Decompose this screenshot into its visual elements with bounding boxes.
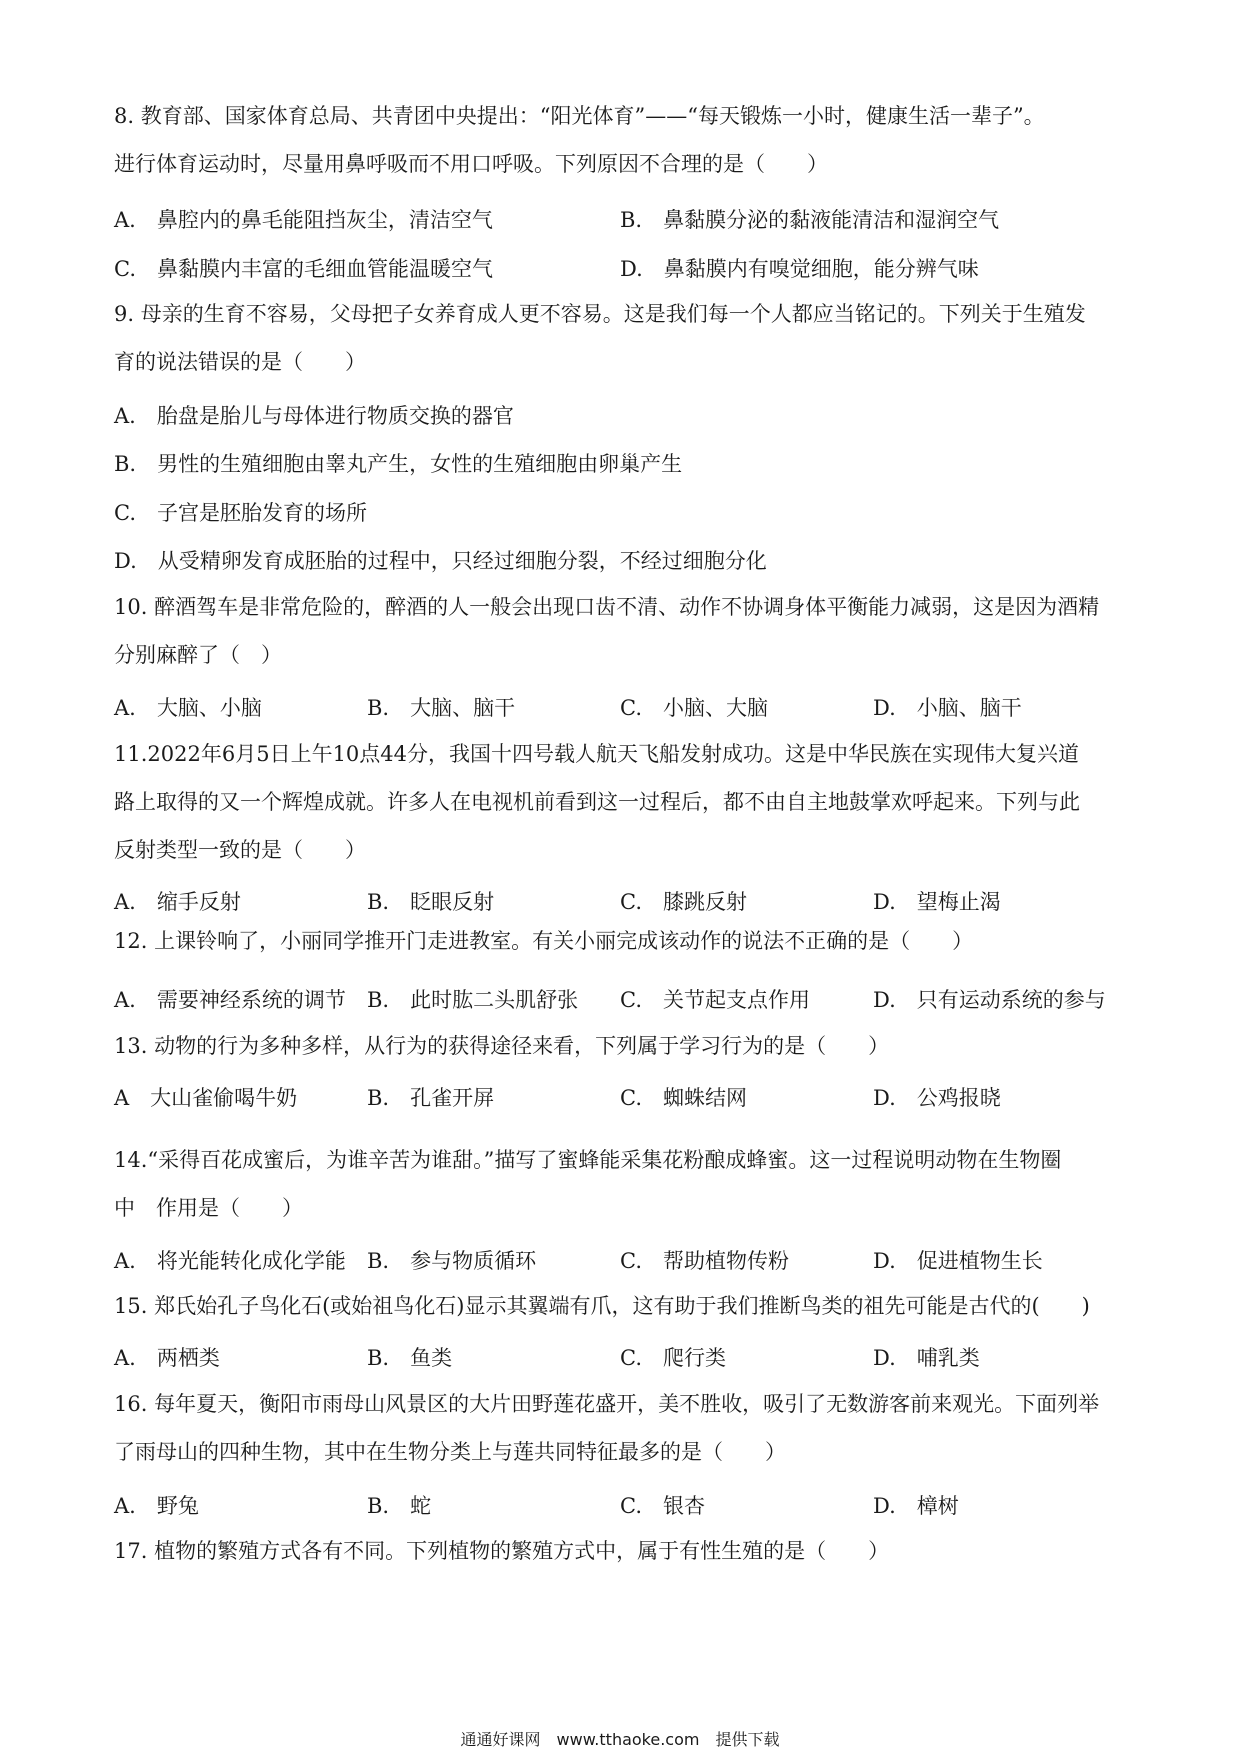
option-a: A. 两栖类 [114, 1346, 220, 1370]
option-d: D. 从受精卵发育成胚胎的过程中，只经过细胞分裂，不经过细胞分化 [114, 549, 767, 573]
option-c: C. 膝跳反射 [620, 890, 747, 914]
question-13 [114, 1022, 1134, 1070]
question-text: 醉酒驾车是非常危险的，醉酒的人一般会出现口齿不清、动作不协调身体平衡能力减弱，这是因为酒精 [154, 595, 1100, 619]
question-number: 15. [114, 1294, 148, 1318]
question-text: 了雨母山的四种生物，其中在生物分类上与莲共同特征最多的是（ ） [114, 1440, 786, 1464]
question-text: 母亲的生育不容易，父母把子女养育成人更不容易。这是我们每一个人都应当铭记的。下列关于生殖发 [140, 302, 1086, 326]
question-text: 教育部、国家体育总局、共青团中央提出：“阳光体育”——“每天锻炼一小时，健康生活一辈子”。 [140, 104, 1045, 128]
question-number: 9. [114, 302, 135, 326]
option-a: A. 缩手反射 [114, 890, 241, 914]
options-row [114, 984, 1134, 1014]
question-14 [114, 1136, 1134, 1232]
question-text: 反射类型一致的是（ ） [114, 838, 366, 862]
option-c: C. 爬行类 [620, 1346, 726, 1370]
option-c: C. 小脑、大脑 [620, 696, 768, 720]
option-c: C. 银杏 [620, 1494, 705, 1518]
option-d: D. 公鸡报晓 [873, 1086, 1001, 1110]
options-row [114, 1342, 1134, 1372]
question-9 [114, 290, 1134, 386]
option-a: A. 将光能转化成化学能 [114, 1249, 346, 1273]
question-number: 13. [114, 1034, 148, 1058]
question-number: 14. [114, 1148, 148, 1172]
question-11 [114, 730, 1134, 874]
options-row [114, 692, 1134, 722]
question-number: 8. [114, 104, 135, 128]
question-text: 每年夏天，衡阳市雨母山风景区的大片田野莲花盛开，美不胜收，吸引了无数游客前来观光。下面列举 [154, 1392, 1100, 1416]
option-b: B. 眨眼反射 [367, 890, 495, 914]
options-row [114, 204, 1134, 234]
options-row [114, 886, 1134, 916]
option-d: D. 促进植物生长 [873, 1249, 1043, 1273]
option-a: A. 野兔 [114, 1494, 199, 1518]
option-b: B. 参与物质循环 [367, 1249, 537, 1273]
question-text: 中 作用是（ ） [114, 1196, 303, 1220]
option-b: B. 孔雀开屏 [367, 1086, 495, 1110]
option-b: B. 男性的生殖细胞由睾丸产生，女性的生殖细胞由卵巢产生 [114, 452, 683, 476]
question-text: 2022年6月5日上午10点44分，我国十四号载人航天飞船发射成功。这是中华民族在实现伟大复兴道 [147, 742, 1080, 766]
option-a: A. 鼻腔内的鼻毛能阻挡灰尘，清洁空气 [114, 208, 493, 232]
question-12 [114, 917, 1134, 965]
option-a: A. 需要神经系统的调节 [114, 988, 346, 1012]
options-row [114, 1490, 1134, 1520]
option-d: D. 樟树 [873, 1494, 959, 1518]
option-a: A 大山雀偷喝牛奶 [114, 1086, 298, 1110]
question-text: 分别麻醉了（ ） [114, 643, 282, 667]
question-text: “采得百花成蜜后，为谁辛苦为谁甜。”描写了蜜蜂能采集花粉酿成蜂蜜。这一过程说明动物在生物圈 [147, 1148, 1062, 1172]
option-c: C. 帮助植物传粉 [620, 1249, 789, 1273]
question-17 [114, 1527, 1134, 1575]
option-b: B. 鼻黏膜分泌的黏液能清洁和湿润空气 [620, 208, 1000, 232]
footer-watermark: 通通好课网 www.tthaoke.com 提供下载 [460, 1730, 780, 1749]
question-number: 17. [114, 1539, 148, 1563]
option-b: B. 大脑、脑干 [367, 696, 516, 720]
option-d: D. 小脑、脑干 [873, 696, 1022, 720]
question-16 [114, 1380, 1134, 1476]
option-d: D. 鼻黏膜内有嗅觉细胞，能分辨气味 [620, 257, 979, 281]
option-b: B. 此时肱二头肌舒张 [367, 988, 579, 1012]
option-c: C. 鼻黏膜内丰富的毛细血管能温暖空气 [114, 257, 493, 281]
option-a: A. 胎盘是胎儿与母体进行物质交换的器官 [114, 404, 514, 428]
options-row [114, 1082, 1134, 1112]
option-b: B. 鱼类 [367, 1346, 453, 1370]
option-d: D. 只有运动系统的参与 [873, 988, 1106, 1012]
option-c: C. 子宫是胚胎发育的场所 [114, 501, 367, 525]
question-15 [114, 1282, 1134, 1330]
question-text: 育的说法错误的是（ ） [114, 350, 366, 374]
option-a: A. 大脑、小脑 [114, 696, 262, 720]
question-text: 路上取得的又一个辉煌成就。许多人在电视机前看到这一过程后，都不由自主地鼓掌欢呼起来。下列与此 [114, 790, 1080, 814]
question-text: 植物的繁殖方式各有不同。下列植物的繁殖方式中，属于有性生殖的是（ ） [154, 1539, 890, 1563]
option-c: C. 蜘蛛结网 [620, 1086, 747, 1110]
option-c: C. 关节起支点作用 [620, 988, 810, 1012]
question-text: 郑氏始孔子鸟化石(或始祖鸟化石)显示其翼端有爪，这有助于我们推断鸟类的祖先可能是古代的( ) [154, 1294, 1090, 1318]
options-row [114, 253, 1134, 283]
question-number: 11. [114, 742, 148, 766]
question-text: 进行体育运动时，尽量用鼻呼吸而不用口呼吸。下列原因不合理的是（ ） [114, 152, 828, 176]
option-d: D. 哺乳类 [873, 1346, 980, 1370]
question-8 [114, 92, 1134, 188]
option-d: D. 望梅止渴 [873, 890, 1001, 914]
question-text: 动物的行为多种多样，从行为的获得途径来看，下列属于学习行为的是（ ） [154, 1034, 890, 1058]
question-number: 10. [114, 595, 148, 619]
question-number: 16. [114, 1392, 148, 1416]
question-text: 上课铃响了，小丽同学推开门走进教室。有关小丽完成该动作的说法不正确的是（ ） [154, 929, 974, 953]
options-row [114, 1245, 1134, 1275]
option-b: B. 蛇 [367, 1494, 432, 1518]
question-number: 12. [114, 929, 148, 953]
question-10 [114, 583, 1134, 679]
